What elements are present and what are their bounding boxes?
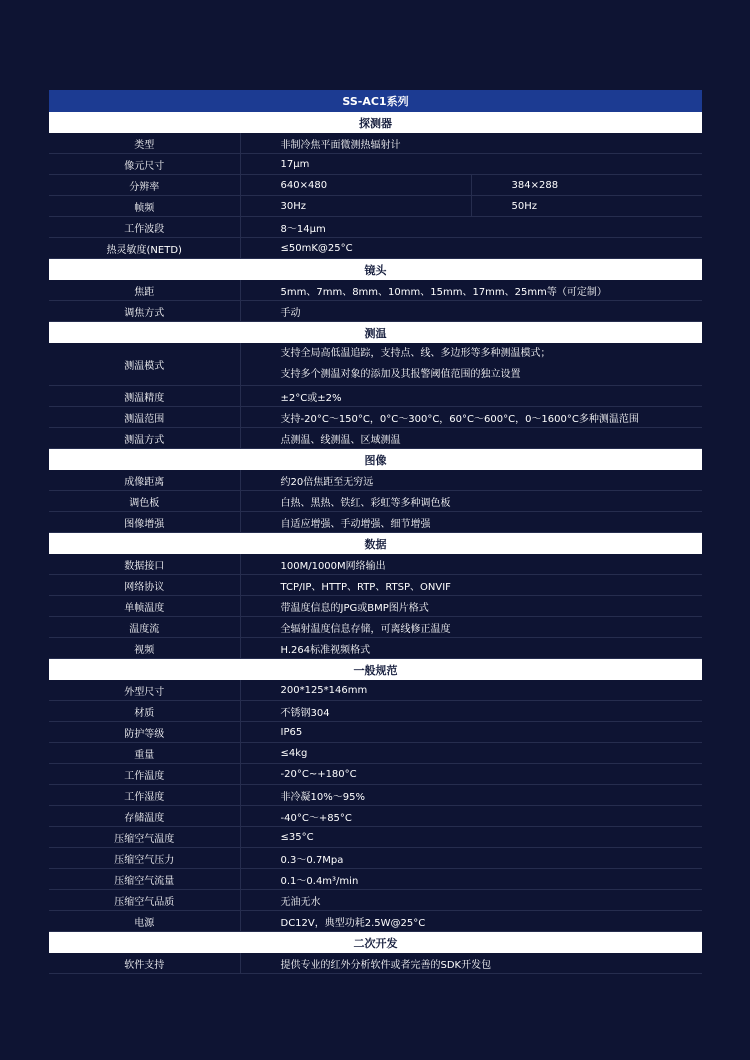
spec-value-primary: 30Hz bbox=[240, 196, 471, 217]
section-header-row bbox=[49, 322, 702, 344]
table-row bbox=[49, 911, 702, 932]
section-header-row bbox=[49, 659, 702, 681]
spec-label: 成像距离 bbox=[49, 470, 240, 491]
table-row bbox=[49, 575, 702, 596]
table-row bbox=[49, 154, 702, 175]
spec-value-line: 支持多个测温对象的添加及其报警阈值范围的独立设置 bbox=[280, 369, 521, 380]
table-row bbox=[49, 596, 702, 617]
spec-value: ≤35°C bbox=[240, 827, 702, 848]
section-header: 图像 bbox=[49, 449, 702, 471]
spec-label: 测温精度 bbox=[49, 386, 240, 407]
spec-label: 工作温度 bbox=[49, 764, 240, 785]
table-row bbox=[49, 238, 702, 259]
spec-value-line: 支持全局高低温追踪，支持点、线、多边形等多种测温模式； bbox=[280, 348, 551, 359]
table-row bbox=[49, 301, 702, 322]
spec-value: 提供专业的红外分析软件或者完善的SDK开发包 bbox=[240, 953, 702, 974]
spec-label: 像元尺寸 bbox=[49, 154, 240, 175]
spec-value: 非冷凝10%～95% bbox=[240, 785, 702, 806]
spec-label: 图像增强 bbox=[49, 512, 240, 533]
table-row bbox=[49, 512, 702, 533]
spec-label: 热灵敏度(NETD) bbox=[49, 238, 240, 259]
table-row bbox=[49, 638, 702, 659]
spec-label: 调色板 bbox=[49, 491, 240, 512]
table-row bbox=[49, 869, 702, 890]
spec-label: 软件支持 bbox=[49, 953, 240, 974]
table-row bbox=[49, 407, 702, 428]
spec-value: H.264标准视频格式 bbox=[240, 638, 702, 659]
spec-value: 非制冷焦平面微测热辐射计 bbox=[240, 133, 702, 154]
spec-value: 5mm、7mm、8mm、10mm、15mm、17mm、25mm等（可定制） bbox=[240, 280, 702, 301]
spec-label: 测温方式 bbox=[49, 428, 240, 449]
spec-label: 工作波段 bbox=[49, 217, 240, 238]
table-row bbox=[49, 196, 702, 217]
spec-value-secondary: 384×288 bbox=[471, 175, 702, 196]
spec-label: 存储温度 bbox=[49, 806, 240, 827]
spec-value-secondary: 50Hz bbox=[471, 196, 702, 217]
spec-label: 重量 bbox=[49, 743, 240, 764]
spec-value: TCP/IP、HTTP、RTP、RTSP、ONVIF bbox=[240, 575, 702, 596]
table-title: SS-AC1系列 bbox=[49, 90, 702, 112]
spec-label: 压缩空气流量 bbox=[49, 869, 240, 890]
spec-value: 无油无水 bbox=[240, 890, 702, 911]
spec-label: 温度流 bbox=[49, 617, 240, 638]
spec-label: 数据接口 bbox=[49, 554, 240, 575]
table-row bbox=[49, 785, 702, 806]
spec-label: 压缩空气温度 bbox=[49, 827, 240, 848]
section-header-row bbox=[49, 259, 702, 281]
table-row bbox=[49, 554, 702, 575]
section-header-row bbox=[49, 932, 702, 954]
table-row bbox=[49, 743, 702, 764]
spec-value: 白热、黑热、铁红、彩虹等多种调色板 bbox=[240, 491, 702, 512]
spec-value-primary: 640×480 bbox=[240, 175, 471, 196]
spec-value: 全辐射温度信息存储，可离线修正温度 bbox=[240, 617, 702, 638]
spec-value: 8～14μm bbox=[240, 217, 702, 238]
spec-label: 焦距 bbox=[49, 280, 240, 301]
spec-label: 单帧温度 bbox=[49, 596, 240, 617]
section-header-row bbox=[49, 449, 702, 471]
spec-value bbox=[240, 343, 702, 386]
table-row bbox=[49, 491, 702, 512]
table-row bbox=[49, 175, 702, 196]
spec-label: 测温模式 bbox=[49, 343, 240, 386]
spec-label: 电源 bbox=[49, 911, 240, 932]
table-row bbox=[49, 470, 702, 491]
section-header: 测温 bbox=[49, 322, 702, 344]
table-row bbox=[49, 806, 702, 827]
table-row bbox=[49, 848, 702, 869]
section-header-row bbox=[49, 533, 702, 555]
section-header: 探测器 bbox=[49, 112, 702, 133]
spec-value: 100M/1000M网络输出 bbox=[240, 554, 702, 575]
spec-value: 0.1～0.4m³/min bbox=[240, 869, 702, 890]
section-header: 数据 bbox=[49, 533, 702, 555]
spec-value: 约20倍焦距至无穷远 bbox=[240, 470, 702, 491]
spec-value: ≤50mK@25°C bbox=[240, 238, 702, 259]
table-row bbox=[49, 386, 702, 407]
section-header: 二次开发 bbox=[49, 932, 702, 954]
spec-table bbox=[49, 90, 702, 974]
spec-label: 压缩空气品质 bbox=[49, 890, 240, 911]
spec-value: 手动 bbox=[240, 301, 702, 322]
spec-label: 材质 bbox=[49, 701, 240, 722]
spec-value: 点测温、线测温、区域测温 bbox=[240, 428, 702, 449]
spec-label: 压缩空气压力 bbox=[49, 848, 240, 869]
spec-label: 分辨率 bbox=[49, 175, 240, 196]
table-row bbox=[49, 722, 702, 743]
table-row bbox=[49, 764, 702, 785]
table-row bbox=[49, 428, 702, 449]
table-row bbox=[49, 701, 702, 722]
spec-value: 200*125*146mm bbox=[240, 680, 702, 701]
spec-label: 工作湿度 bbox=[49, 785, 240, 806]
table-row bbox=[49, 617, 702, 638]
spec-value: 带温度信息的JPG或BMP图片格式 bbox=[240, 596, 702, 617]
spec-label: 视频 bbox=[49, 638, 240, 659]
table-title-row bbox=[49, 90, 702, 112]
table-row bbox=[49, 680, 702, 701]
spec-value: DC12V，典型功耗2.5W@25°C bbox=[240, 911, 702, 932]
spec-value: ≤4kg bbox=[240, 743, 702, 764]
spec-value: ±2°C或±2% bbox=[240, 386, 702, 407]
spec-value: 17μm bbox=[240, 154, 702, 175]
section-header: 镜头 bbox=[49, 259, 702, 281]
table-row bbox=[49, 280, 702, 301]
table-row bbox=[49, 953, 702, 974]
spec-label: 调焦方式 bbox=[49, 301, 240, 322]
spec-value: 支持-20°C～150°C，0°C～300°C，60°C～600°C，0～1600°C多种测温范围 bbox=[240, 407, 702, 428]
section-header: 一般规范 bbox=[49, 659, 702, 681]
table-row bbox=[49, 217, 702, 238]
table-row bbox=[49, 827, 702, 848]
spec-label: 测温范围 bbox=[49, 407, 240, 428]
spec-label: 网络协议 bbox=[49, 575, 240, 596]
section-header-row bbox=[49, 112, 702, 133]
spec-value: IP65 bbox=[240, 722, 702, 743]
table-row bbox=[49, 343, 702, 386]
spec-label: 防护等级 bbox=[49, 722, 240, 743]
spec-label: 类型 bbox=[49, 133, 240, 154]
table-row bbox=[49, 890, 702, 911]
spec-value: 0.3～0.7Mpa bbox=[240, 848, 702, 869]
table-row bbox=[49, 133, 702, 154]
spec-value: 自适应增强、手动增强、细节增强 bbox=[240, 512, 702, 533]
spec-value: -20°C~+180°C bbox=[240, 764, 702, 785]
spec-label: 帧频 bbox=[49, 196, 240, 217]
spec-value: -40°C～+85°C bbox=[240, 806, 702, 827]
spec-value: 不锈钢304 bbox=[240, 701, 702, 722]
spec-label: 外型尺寸 bbox=[49, 680, 240, 701]
